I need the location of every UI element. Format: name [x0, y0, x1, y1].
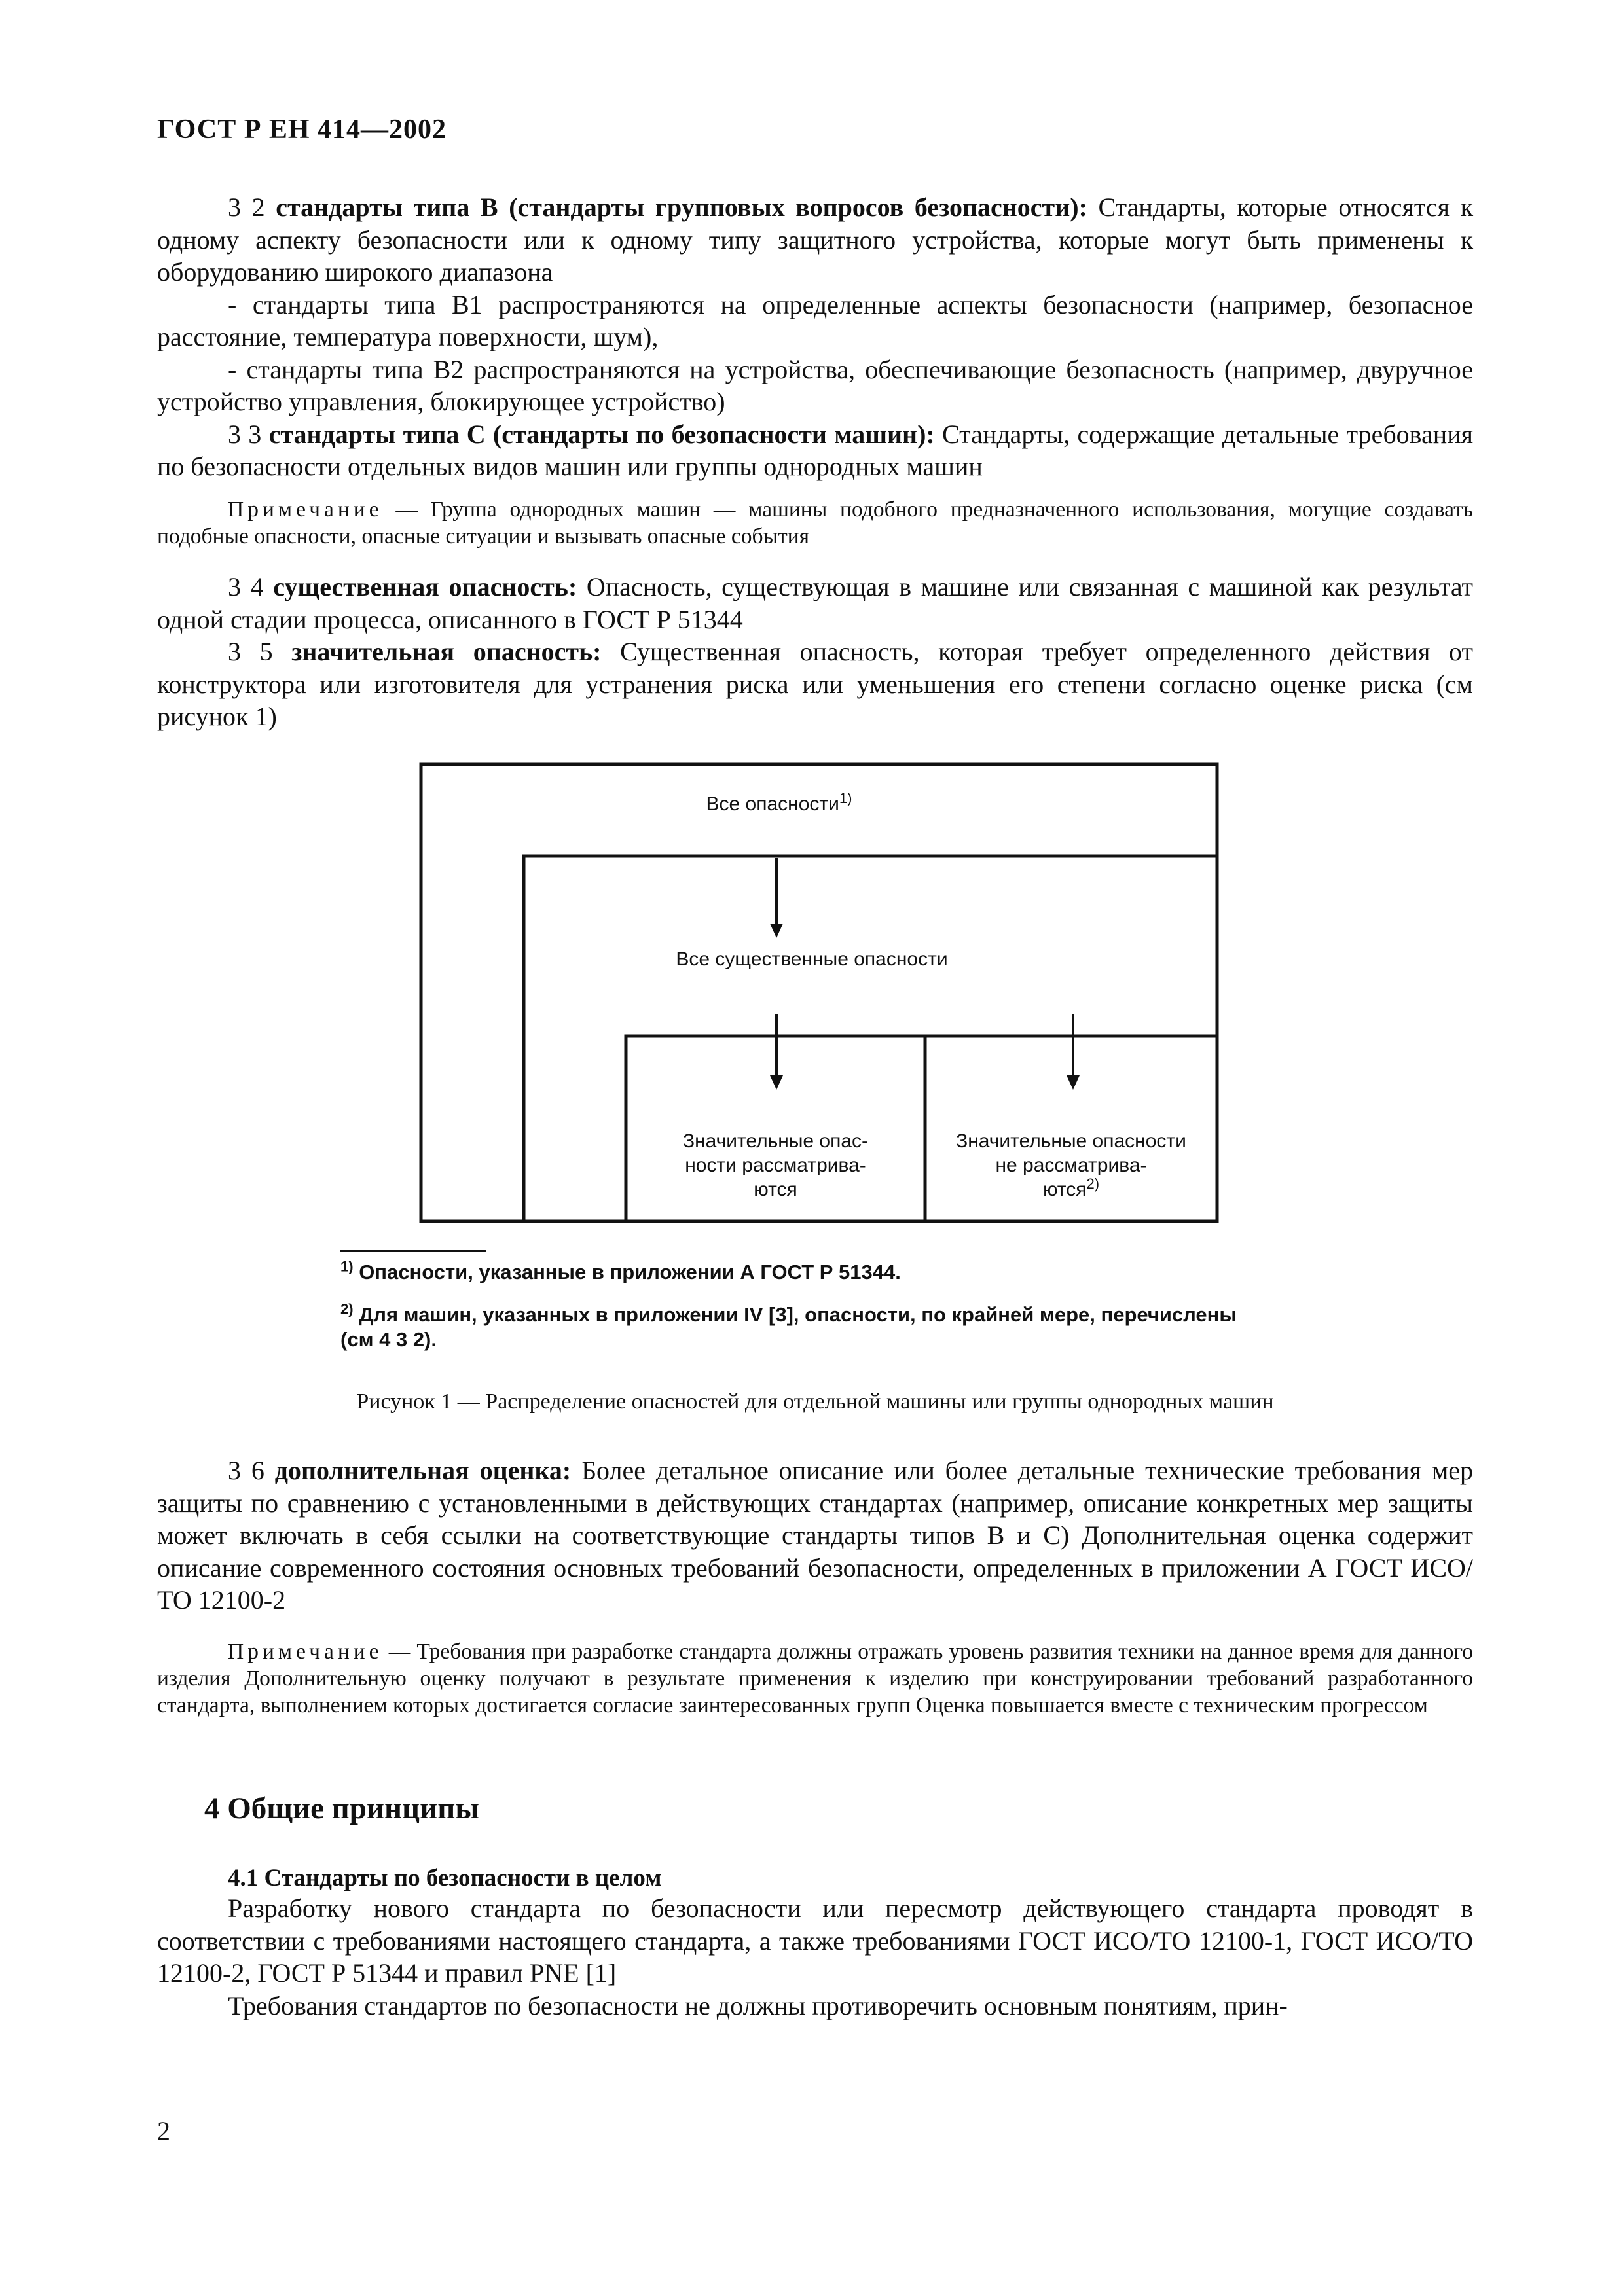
label-all-significant: Все существенные опасности: [676, 948, 948, 970]
footnote-1: $^{1)}$ Опасности, указанные в приложении А ГОСТ Р 51344.: [340, 1258, 901, 1283]
clause-number: 3 6: [228, 1456, 264, 1485]
paragraph-4-1-2: Требования стандартов по безопасности не должны противоречить основным понятиям, прин-: [228, 1990, 1288, 2020]
document-header: ГОСТ Р ЕН 414—2002: [157, 115, 447, 145]
label-not-considered: Значительные опасности не рассматрива- ются$^{2)}$: [956, 1130, 1186, 1200]
paragraph-3-2: [157, 191, 1473, 289]
note-text: — Требования при разработке стандарта должны отражать уровень развития техники на данное время для данного изделия Дополнительную оценку получают в результате применения к изделию при конструировании требований разработанного стандарта, выполнением которых достигается согласие заинтересованных групп Оценка повышается вместе с техническим прогрессом: [157, 1640, 1473, 1717]
term: существенная опасность:: [273, 572, 577, 601]
clause-number: 3 5: [228, 637, 273, 666]
definition: Опасность, существующая в машине или связанная с машиной как результат одной стадии процесса, описанного в ГОСТ Р 51344: [157, 572, 1474, 634]
section-4-heading: 4 Общие принципы: [204, 1791, 479, 1825]
figure-caption: Рисунок 1 — Распределение опасностей для отдельной машины или группы однородных машин: [356, 1390, 1274, 1414]
note-label: Примечание: [228, 497, 383, 522]
term: дополнительная оценка:: [274, 1456, 572, 1485]
definition: Стандарты, которые относятся к одному аспекту безопасности или к одному типу защитного устройства, которые могут быть применены к оборудованию широкого диапазона: [157, 192, 1474, 287]
section-3-block-2: [157, 571, 1473, 733]
footnote-2: $^{2)}$ Для машин, указанных в приложении IV [3], опасности, по крайней мере, перечислены (см 4 3 2).: [340, 1300, 1237, 1351]
footnote-ref: 2): [1086, 1175, 1100, 1192]
section-4-body: [157, 1892, 1473, 2022]
clause-number: 3 2: [228, 192, 265, 222]
term: стандарты типа В (стандарты групповых вопросов безопасности):: [276, 192, 1087, 222]
term: значительная опасность:: [291, 637, 602, 666]
footnote-ref: 1): [839, 790, 852, 806]
term: стандарты типа С (стандарты по безопасности машин):: [268, 419, 935, 449]
clause-number: 3 3: [228, 419, 262, 449]
paragraph-4-1-1: Разработку нового стандарта по безопасности или пересмотр действующего стандарта проводят в соответствии с требованиями настоящего стандарта, а также требованиями ГОСТ ИСО/ТО 12100-1, ГОСТ ИСО/ТО 12100-2, ГОСТ Р 51344 и правил PNE [1]: [157, 1893, 1473, 1988]
footnote-separator: [340, 1250, 486, 1252]
paragraph-3-2-b1: - стандарты типа В1 распространяются на определенные аспекты безопасности (например, безопасное расстояние, температура поверхности, шум),: [157, 289, 1473, 351]
note-2: [157, 1638, 1473, 1719]
definition: Существенная опасность, которая требует определенного действия от конструктора или изготовителя для устранения риска или уменьшения его степени согласно оценке риска (см рисунок 1): [157, 637, 1474, 731]
paragraph-3-6: [157, 1454, 1473, 1617]
note-text: — Группа однородных машин — машины подобного предназначенного использования, могущие создавать подобные опасности, опасные ситуации и вызывать опасные события: [157, 497, 1473, 548]
label-all-hazards: Все опасности$^{1)}$: [706, 790, 852, 815]
paragraph-3-2-b2: - стандарты типа В2 распространяются на устройства, обеспечивающие безопасность (например, двуручное устройство управления, блокирующее устройство): [157, 354, 1473, 416]
page-number: 2: [157, 2116, 170, 2145]
definition: Стандарты, содержащие детальные требования по безопасности отдельных видов машин или группы однородных машин: [157, 419, 1474, 481]
paragraph-3-5: [157, 636, 1473, 733]
definition: Более детальное описание или более детальные технические требования мер защиты по сравнению с установленными в действующих стандартах (например, описание конкретных мер защиты может включать в себя ссылки на соответствующие стандарты типов В и С) Дополнительная оценка содержит описание современного состояния основных требований безопасности, определенных в приложении А ГОСТ ИСО/ТО 12100-2: [157, 1456, 1474, 1615]
note-label: Примечание: [228, 1640, 383, 1664]
hazard-distribution-diagram: [419, 762, 1219, 1223]
paragraph-3-4: [157, 571, 1473, 636]
paragraph-3-3: [157, 418, 1473, 483]
section-4-1-heading: 4.1 Стандарты по безопасности в целом: [228, 1865, 662, 1892]
section-3-block-3: [157, 1454, 1473, 1617]
section-3-block-1: [157, 191, 1473, 483]
label-considered: Значительные опас- ности рассматрива- ются: [682, 1130, 869, 1200]
clause-number: 3 4: [228, 572, 264, 601]
note-1: [157, 496, 1473, 550]
